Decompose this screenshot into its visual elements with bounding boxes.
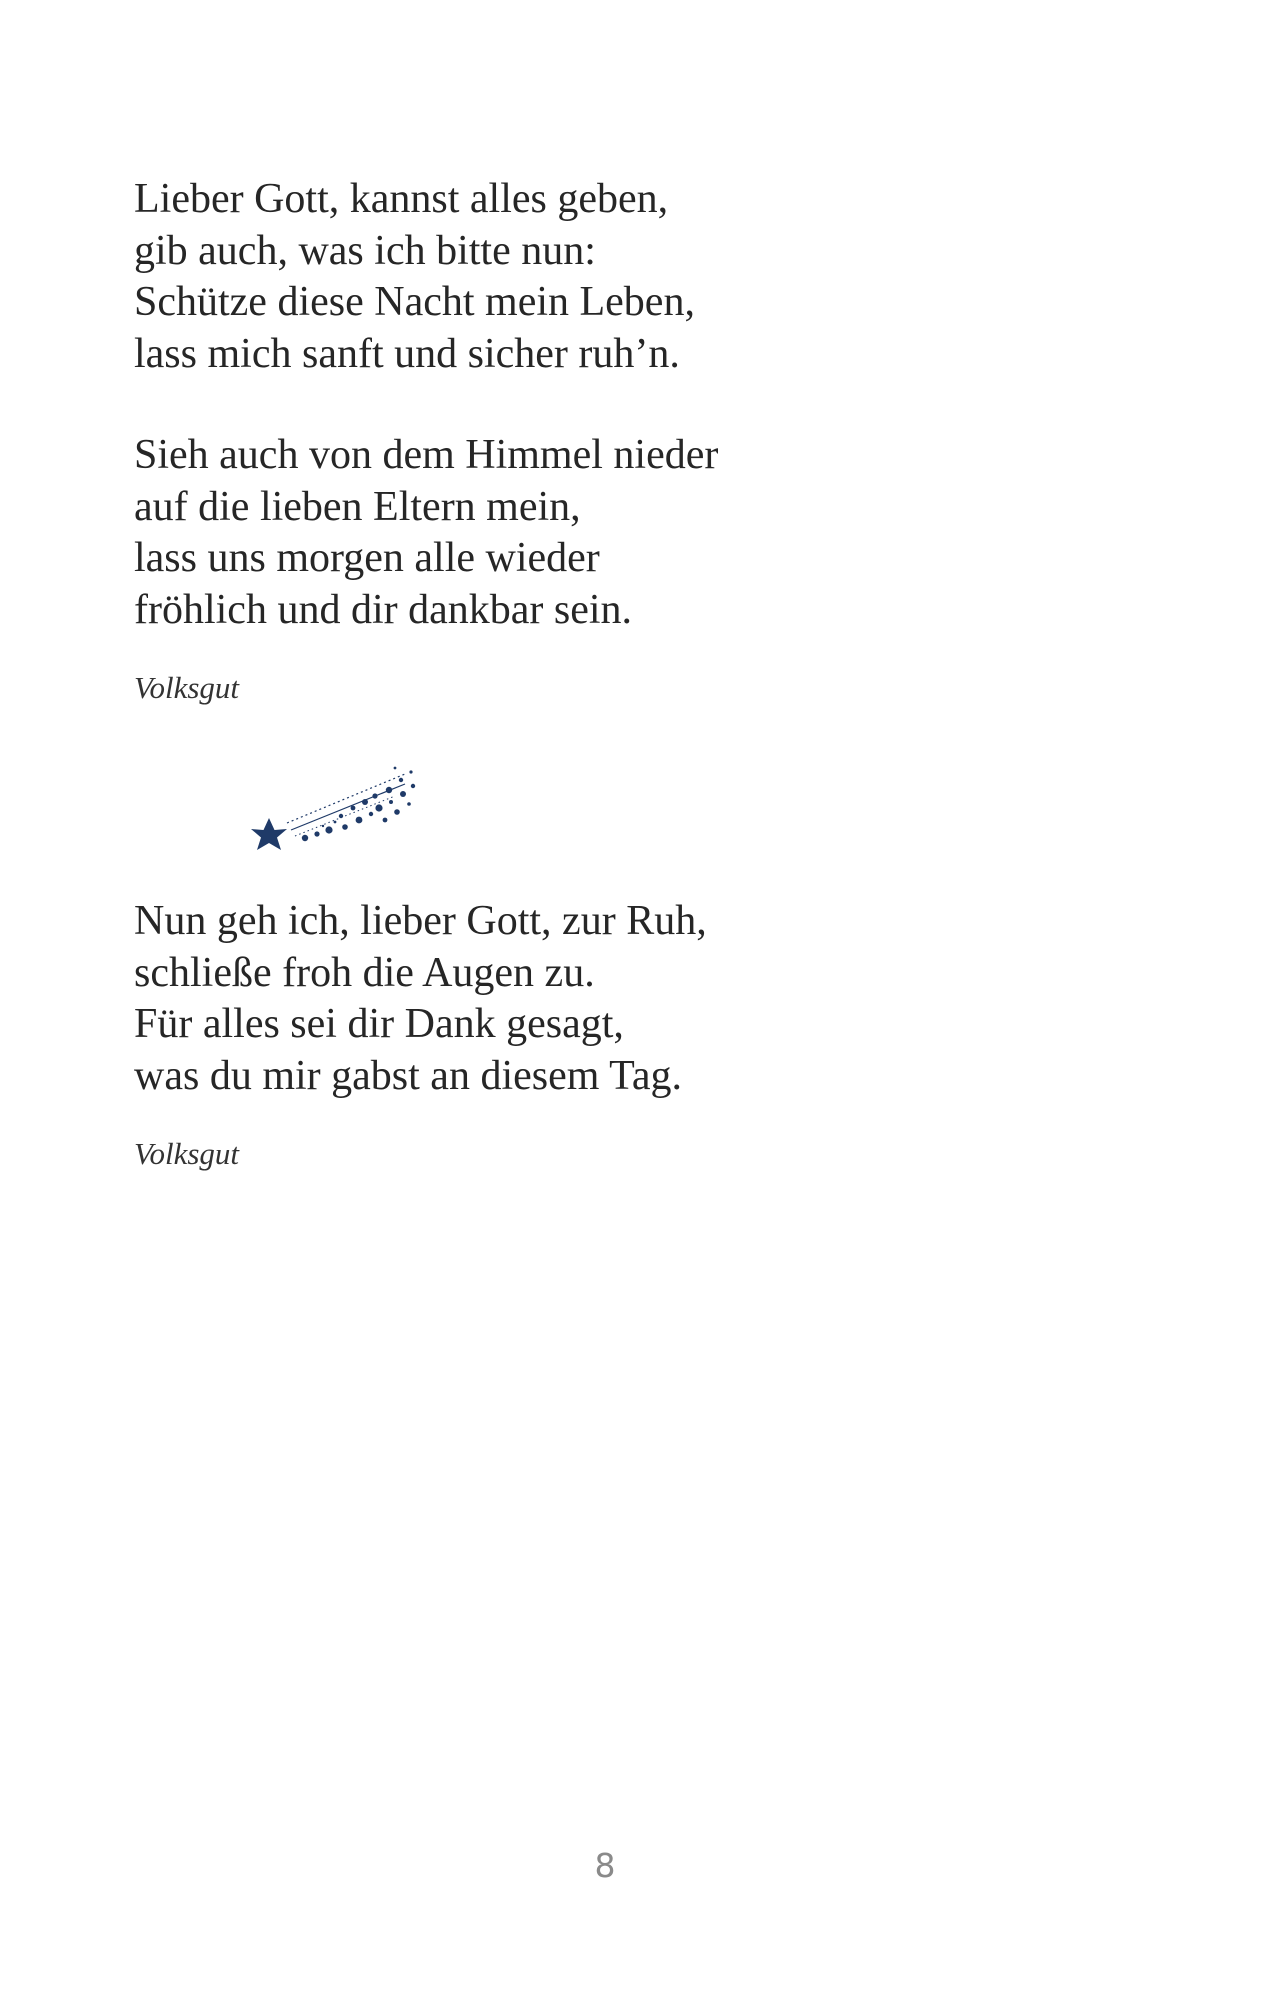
- shooting-star-icon: [245, 750, 420, 860]
- poem-line: auf die lieben Eltern mein,: [134, 483, 581, 530]
- prayer-1-stanza-1: [134, 174, 695, 380]
- poem-line: Lieber Gott, kannst alles geben,: [134, 176, 669, 222]
- poem-line: gib auch, was ich bitte nun:: [134, 227, 596, 274]
- poem-line: Für alles sei dir Dank gesagt,: [134, 1001, 624, 1047]
- poem-line: schließe froh die Augen zu.: [134, 949, 595, 996]
- poem-line: Schütze diese Nacht mein Leben,: [134, 279, 695, 325]
- poem-line: lass mich sanft und sicher ruh’n.: [134, 330, 680, 377]
- prayer-1-attribution: Volksgut: [134, 670, 240, 705]
- poem-line: was du mir gabst an diesem Tag.: [134, 1052, 683, 1099]
- poem-line: fröhlich und dir dankbar sein.: [134, 586, 633, 633]
- poem-line: Sieh auch von dem Himmel nieder: [134, 432, 719, 478]
- page-number: 8: [594, 1846, 616, 1885]
- prayer-1-stanza-2: [134, 430, 718, 636]
- prayer-2-stanza-1: [134, 896, 707, 1102]
- poem-line: Nun geh ich, lieber Gott, zur Ruh,: [134, 898, 707, 944]
- prayer-2-attribution: Volksgut: [134, 1136, 240, 1171]
- poem-line: lass uns morgen alle wieder: [134, 535, 600, 581]
